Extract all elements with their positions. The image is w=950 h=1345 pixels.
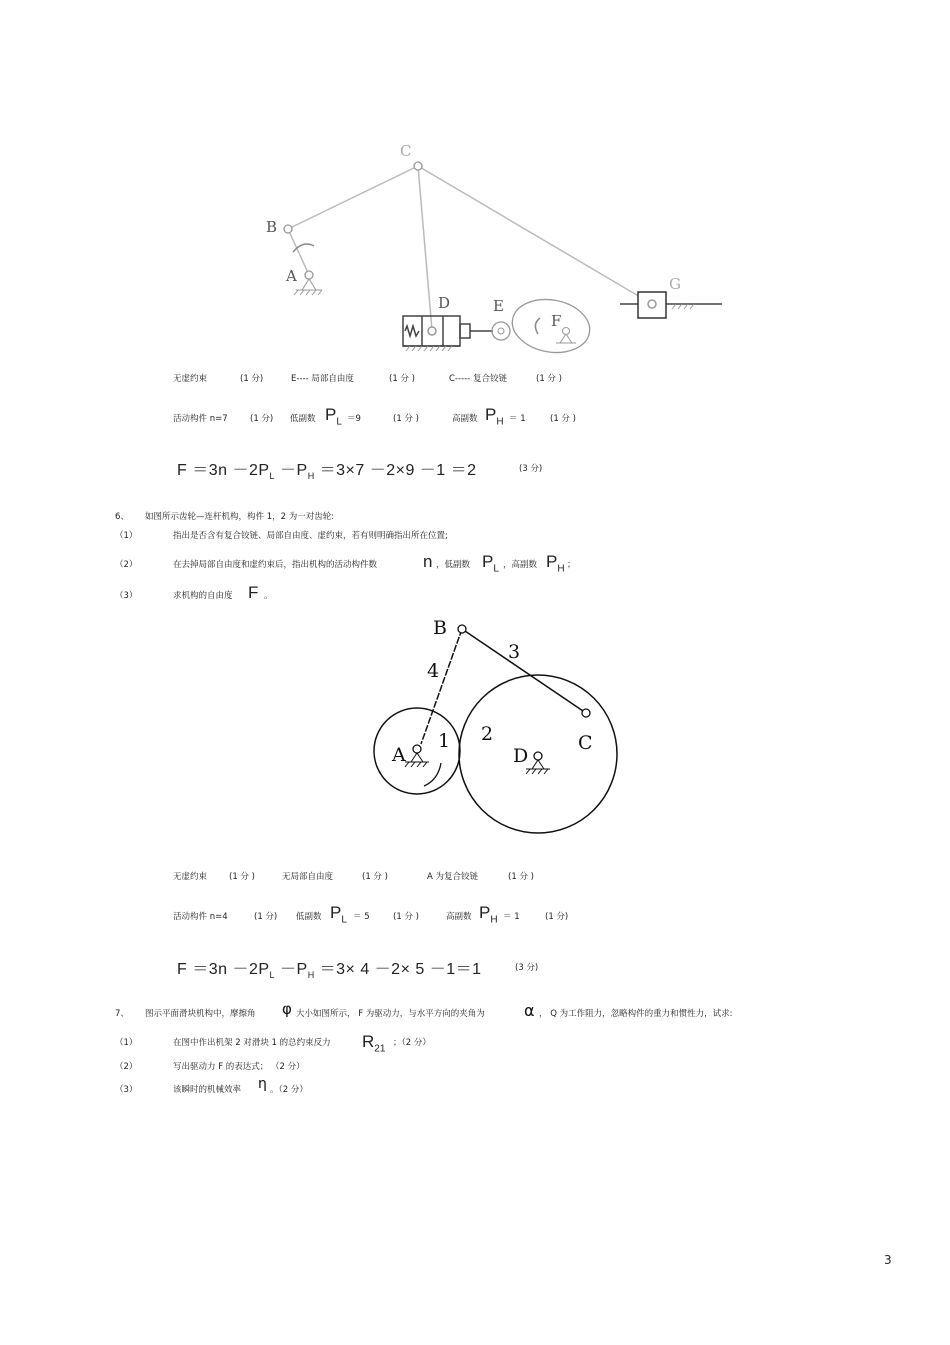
eta-symbol: η bbox=[258, 1076, 267, 1092]
question-stem: 大小如图所示， F 为驱动力，与水平方向的夹角为 bbox=[296, 1009, 485, 1019]
low-pair-label: 低副数 bbox=[290, 414, 316, 424]
low-pair-value: ＝ 5 bbox=[353, 912, 370, 922]
label-b: B bbox=[433, 617, 447, 639]
sub-item-text: 写出驱动力 F 的表达式； （2 分） bbox=[173, 1062, 305, 1072]
label-b: B bbox=[266, 218, 278, 236]
score: (1 分) bbox=[240, 374, 264, 384]
ground-a bbox=[294, 279, 322, 295]
dof-formula-5: $F =3n -2P_L -P_H =3\times 7 -2\times 9 -1 =2$ bbox=[177, 462, 477, 482]
sub-item-text: 。 bbox=[264, 591, 273, 601]
link-cd bbox=[418, 166, 432, 330]
rotation-arrow-f bbox=[535, 318, 540, 334]
score: (1 分 ) bbox=[229, 872, 255, 882]
label-a: A bbox=[392, 744, 406, 766]
ground-d bbox=[526, 760, 550, 774]
sub-item-number: （2） bbox=[115, 1062, 138, 1072]
score: (1 分) bbox=[254, 912, 278, 922]
joint-a bbox=[305, 271, 313, 279]
joint-f bbox=[563, 328, 570, 335]
ground-f bbox=[556, 334, 576, 343]
score: (1 分 ) bbox=[536, 374, 562, 384]
active-links: 活动构件 n=7 bbox=[173, 414, 228, 424]
joint-d bbox=[534, 752, 542, 760]
formula-score: (3 分) bbox=[515, 963, 539, 973]
mechanism-figure-2 bbox=[0, 600, 950, 845]
sub-item-number: （1） bbox=[115, 1038, 138, 1048]
active-links: 活动构件 n=4 bbox=[173, 912, 228, 922]
ph-symbol: $P_H$ bbox=[485, 405, 504, 428]
score: (1 分 ) bbox=[550, 414, 576, 424]
question-stem: ， Q 为工作阻力，忽略构件的重力和惯性力，试求: bbox=[539, 1009, 733, 1019]
sub-item-number: （1） bbox=[115, 531, 138, 541]
sub-item-text: ；（2 分） bbox=[393, 1038, 431, 1048]
ph-symbol: $P_H$ bbox=[546, 552, 565, 575]
joint-c bbox=[582, 709, 590, 717]
sub-item-text: ； bbox=[567, 560, 576, 570]
sub-item-text: 。（2 分） bbox=[270, 1085, 308, 1095]
label-2: 2 bbox=[481, 723, 494, 745]
answer-item: E---- 局部自由度 bbox=[291, 374, 354, 384]
pl-symbol: $P_L$ bbox=[330, 903, 347, 926]
label-f: F bbox=[551, 312, 562, 330]
sub-item-text: 该瞬时的机械效率 bbox=[173, 1085, 242, 1095]
score: (1 分 ) bbox=[362, 872, 388, 882]
label-1: 1 bbox=[438, 730, 451, 752]
label-3: 3 bbox=[508, 641, 521, 663]
label-c: C bbox=[400, 142, 412, 160]
answer-item: A 为复合铰链 bbox=[427, 872, 479, 882]
joint-b bbox=[284, 225, 292, 233]
phi-symbol: φ bbox=[282, 1000, 292, 1018]
r21-symbol: $R_{21}$ bbox=[362, 1032, 386, 1055]
sub-item-text: 指出是否含有复合铰链、局部自由度、虚约束，若有则明确指出所在位置; bbox=[173, 531, 448, 541]
joint-a bbox=[413, 745, 421, 753]
label-a: A bbox=[286, 267, 297, 285]
ph-symbol: $P_H$ bbox=[479, 903, 498, 926]
answer-item: C----- 复合铰链 bbox=[449, 374, 507, 384]
joint-c bbox=[414, 162, 422, 170]
score: (1 分 ) bbox=[508, 872, 534, 882]
question-number: 6、 bbox=[115, 512, 129, 522]
page-number: 3 bbox=[884, 1253, 892, 1267]
question-stem: 如图所示齿轮—连杆机构，构件 1，2 为一对齿轮: bbox=[145, 512, 335, 522]
question-number: 7、 bbox=[115, 1009, 129, 1019]
rotation-arrow-1 bbox=[424, 763, 441, 786]
pl-symbol: $P_L$ bbox=[325, 405, 342, 428]
label-g: G bbox=[669, 275, 681, 293]
n-symbol: n bbox=[423, 552, 433, 571]
sub-item-number: （3） bbox=[115, 1085, 138, 1095]
low-pair-label: 低副数 bbox=[296, 912, 322, 922]
slider-g bbox=[620, 292, 722, 318]
slider-d bbox=[403, 316, 493, 346]
joint-b bbox=[458, 625, 466, 633]
score: (1 分 ) bbox=[393, 912, 419, 922]
score: (1 分) bbox=[545, 912, 569, 922]
score: (1 分 ) bbox=[393, 414, 419, 424]
high-pair-label: 高副数 bbox=[446, 912, 472, 922]
score: (1 分 ) bbox=[389, 374, 415, 384]
high-pair-value: ＝ 1 bbox=[503, 912, 520, 922]
label-4: 4 bbox=[427, 660, 440, 682]
ground-a bbox=[405, 753, 429, 767]
sub-item-text: ，高副数 bbox=[503, 560, 538, 570]
score: (1 分) bbox=[250, 414, 274, 424]
alpha-symbol: α bbox=[524, 1001, 535, 1020]
mechanism-figure-1 bbox=[0, 0, 950, 360]
pl-symbol: $P_L$ bbox=[482, 552, 499, 575]
formula-score: (3 分) bbox=[519, 464, 543, 474]
dof-formula-6: $F =3n -2P_L -P_H =3\times 4 -2\times 5 -1=1$ bbox=[177, 961, 482, 981]
answer-item: 无虚约束 bbox=[173, 374, 208, 384]
sub-item-number: （3） bbox=[115, 591, 138, 601]
answer-item: 无虚约束 bbox=[173, 872, 208, 882]
label-d: D bbox=[513, 745, 529, 767]
link-bc bbox=[288, 166, 418, 229]
link-cg bbox=[418, 166, 652, 304]
low-pair-value: ＝9 bbox=[347, 414, 361, 424]
sub-item-text: 在图中作出机架 2 对滑块 1 的总约束反力 bbox=[173, 1038, 331, 1048]
high-pair-label: 高副数 bbox=[452, 414, 478, 424]
question-stem: 图示平面滑块机构中，摩擦角 bbox=[145, 1009, 256, 1019]
high-pair-value: ＝ 1 bbox=[509, 414, 526, 424]
sub-item-text: 在去掉局部自由度和虚约束后，指出机构的活动构件数 bbox=[173, 560, 378, 570]
label-e: E bbox=[493, 297, 504, 315]
sub-item-text: ，低副数 bbox=[436, 560, 471, 570]
label-c: C bbox=[578, 732, 593, 754]
link-4 bbox=[421, 629, 462, 744]
answer-item: 无局部自由度 bbox=[282, 872, 334, 882]
label-d: D bbox=[438, 294, 451, 312]
f-symbol: F bbox=[248, 583, 259, 602]
sub-item-text: 求机构的自由度 bbox=[173, 591, 233, 601]
roller-e-center bbox=[498, 328, 504, 334]
sub-item-number: （2） bbox=[115, 560, 138, 570]
